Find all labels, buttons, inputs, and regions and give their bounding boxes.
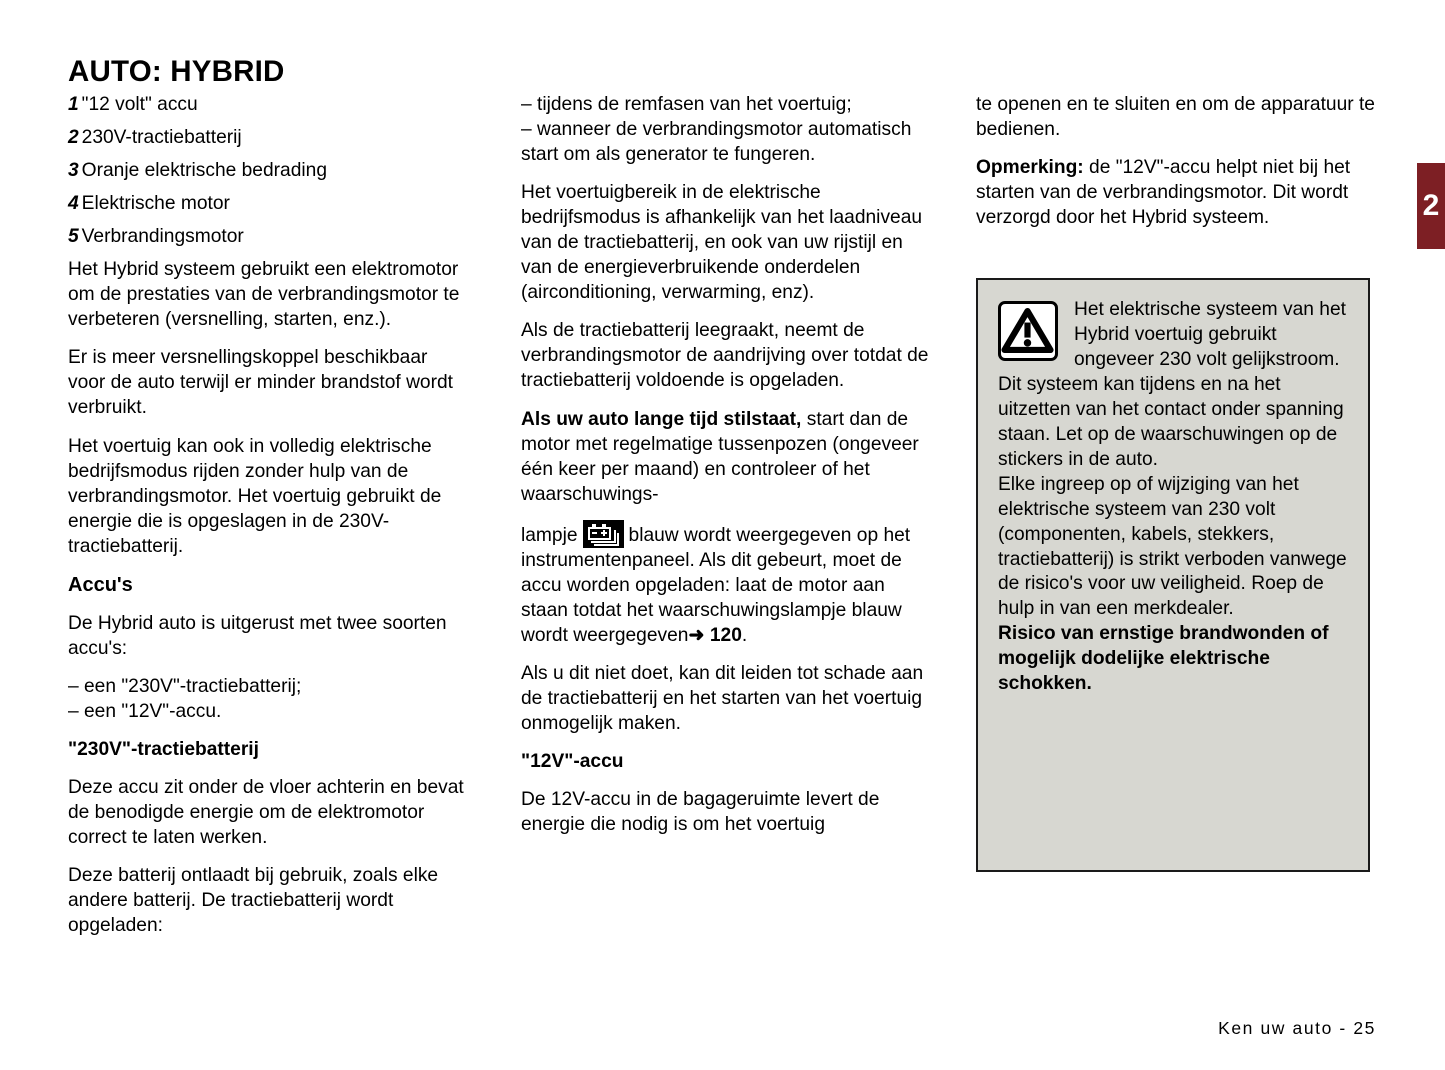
body-paragraph: Het voertuigbereik in de elektrische bedrijfsmodus is afhankelijk van het laadniveau van de tractiebatterij, en ook van uw rijstijl en van de energieverbruikende onderdelen (airconditioning, verwarming, enz). (521, 182, 923, 304)
body-paragraph: Als de tractiebatterij leegraakt, neemt de verbrandingsmotor de aandrijving over totdat de tractiebatterij voldoende is opgeladen. (521, 320, 929, 392)
legend-number: 3 (68, 160, 79, 182)
legend-item (68, 191, 468, 216)
legend-label: Verbrandingsmotor (81, 226, 244, 248)
body-paragraph: Deze batterij ontlaadt bij gebruik, zoals elke andere batterij. De tractiebatterij wordt opgeladen: (68, 865, 439, 937)
legend-number: 5 (68, 226, 79, 248)
body-paragraph: te openen en te sluiten en om de apparatuur te bedienen. (976, 94, 1375, 141)
legend-item (68, 125, 468, 150)
page-reference-number: 120 (709, 624, 742, 646)
body-paragraph (976, 155, 1376, 230)
icon-sentence-prefix: lampje (521, 524, 578, 546)
warning-text-3: Elke ingreep op of wijziging van het elektrische systeem van 230 volt (componenten, kabels, stekkers, tractiebatterij) is strikt verboden vanwege de risico's voor uw veiligheid. Roep de hulp in van een merkdealer. (998, 473, 1347, 620)
battery-plus-vertical (603, 530, 605, 536)
note-text: de "12V"-accu helpt niet bij het starten van de verbrandingsmotor. Dit wordt verzorgd door het Hybrid systeem. (976, 157, 1351, 229)
note-label: Opmerking: (976, 157, 1084, 179)
body-paragraph: Er is meer versnellingskoppel beschikbaar voor de auto terwijl er minder brandstof wordt verbruikt. (68, 347, 453, 419)
body-paragraph-with-icon (521, 520, 933, 648)
body-paragraph: Het voertuig kan ook in volledig elektrische bedrijfsmodus rijden zonder hulp van de verbrandingsmotor. Het voertuig gebruikt de energie die is opgeslagen in de 230V-tractiebatterij. (68, 435, 442, 557)
lead-in-rest: start dan de motor met regelmatige tussenpozen (ongeveer één keer per maand) en controleer of het waarschuwings- (521, 408, 919, 505)
legend-label: "12 volt" accu (81, 94, 198, 115)
section-heading-230v: "230V"-tractiebatterij (68, 739, 259, 761)
legend-label: Elektrische motor (81, 193, 230, 215)
legend-label: Oranje elektrische bedrading (81, 160, 327, 182)
warning-text-2: Dit systeem kan tijdens en na het uitzetten van het contact onder spanning staan. Let op de waarschuwingen op de stickers in de auto. (998, 373, 1344, 470)
body-paragraph: De Hybrid auto is uitgerust met twee soorten accu's: (68, 612, 447, 659)
page-reference (688, 625, 741, 646)
legend-number: 4 (68, 193, 79, 215)
icon-sentence-rest: blauw wordt weergegeven op het instrumentenpaneel. Als dit gebeurt, moet de accu worden opgeladen: laat de motor aan staan totdat het waarschuwingslampje blauw wordt weergegeven (521, 524, 911, 646)
section-heading-accus: Accu's (68, 573, 133, 596)
page-reference-period: . (741, 624, 748, 646)
body-paragraph: De 12V-accu in de bagageruimte levert de energie die nodig is om het voertuig (521, 789, 880, 836)
page-footer: Ken uw auto - 25 (1218, 1018, 1376, 1038)
warning-text-4: Risico van ernstige brandwonden of mogelijk dodelijke elektrische schokken. (998, 623, 1329, 695)
chapter-tab (1417, 163, 1445, 249)
dash-list-item: – een "230V"-tractiebatterij; (68, 675, 302, 697)
lead-in-bold: Als uw auto lange tijd stilstaat, (521, 408, 802, 430)
battery-minus-sign (592, 532, 597, 534)
warning-text-1: Het elektrische systeem van het Hybrid voertuig gebruikt ongeveer 230 volt gelijkstroom. (1074, 299, 1346, 370)
legend-number: 2 (68, 127, 79, 149)
dash-list-item: – wanneer de verbrandingsmotor automatisch start om als generator te fungeren. (521, 119, 912, 166)
body-paragraph: Deze accu zit onder de vloer achterin en bevat de benodigde energie om de elektromotor correct te laten werken. (68, 777, 464, 849)
arrow-icon: ➜ (688, 624, 705, 646)
warning-triangle-icon (998, 301, 1058, 361)
legend-number: 1 (68, 94, 79, 115)
dash-list-item: – tijdens de remfasen van het voertuig; (521, 94, 852, 115)
body-paragraph: Het Hybrid systeem gebruikt een elektromotor om de prestaties van de verbrandingsmotor te verbeteren (versnelling, starten, enz.). (68, 259, 460, 331)
warning-box (976, 278, 1370, 872)
body-paragraph-long-stop (521, 407, 933, 507)
column-1 (68, 92, 468, 951)
body-paragraph: Als u dit niet doet, kan dit leiden tot schade aan de tractiebatterij en het starten van het voertuig onmogelijk maken. (521, 662, 924, 735)
legend-label: 230V-tractiebatterij (81, 127, 242, 149)
chapter-tab-number: 2 (1422, 189, 1440, 222)
section-heading-12v: "12V"-accu (521, 751, 624, 773)
column-3 (976, 92, 1376, 243)
column-2 (521, 92, 933, 850)
traction-battery-warning-icon (583, 520, 624, 548)
legend-item (68, 224, 468, 249)
dash-list-item: – een "12V"-accu. (68, 700, 222, 722)
page-title: AUTO: HYBRID (68, 54, 285, 88)
legend-item (68, 92, 468, 117)
legend-item (68, 158, 468, 183)
